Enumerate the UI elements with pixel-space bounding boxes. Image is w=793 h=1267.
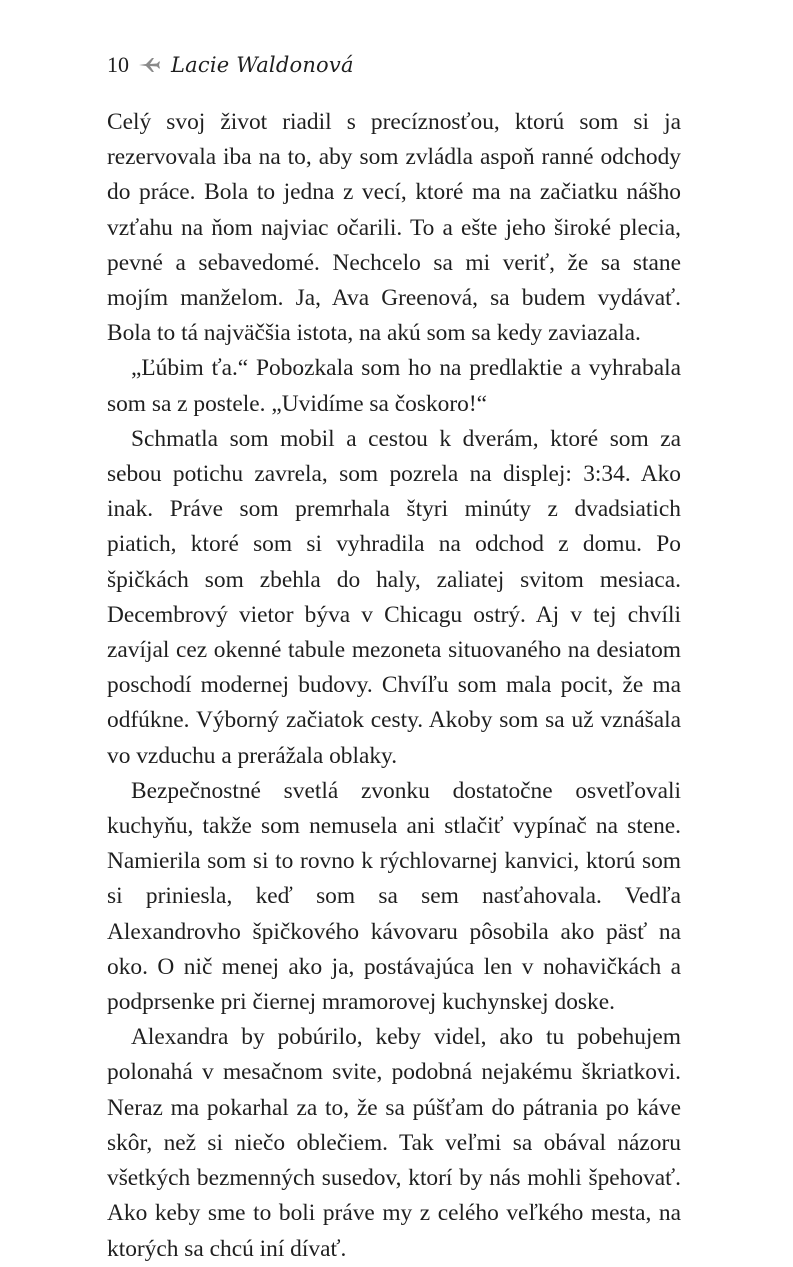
author-name: Lacie Waldonová: [171, 52, 354, 77]
page-number: 10: [107, 52, 129, 77]
running-head: [107, 50, 354, 80]
paragraph: Celý svoj život riadil s precíznosťou, ktorú som si ja rezervovala iba na to, aby som zvládla aspoň ranné odchody do práce. Bola to jedna z vecí, ktoré ma na začiatku nášho vzťahu na ňom najviac očarili. To a ešte jeho široké plecia, pevné a sebavedomé. Nechcelo sa mi veriť, že sa stane mojím manželom. Ja, Ava Greenová, sa budem vydávať. Bola to tá najväčšia istota, na akú som sa kedy zaviazala.: [107, 109, 681, 347]
paragraph: Bezpečnostné svetlá zvonku dostatočne osvetľovali kuchyňu, takže som nemusela ani stlačiť vypínač na stene. Namierila som si to rovno k rýchlovarnej kanvici, ktorú som si priniesla, keď som sa sem nasťahovala. Vedľa Alexandrovho špičkového kávovaru pôsobila ako päsť na oko. O nič menej ako ja, postávajúca len v nohavičkách a podprsenke pri čiernej mramorovej kuchynskej doske.: [107, 777, 681, 1016]
paragraph: „Ľúbim ťa.“ Pobozkala som ho na predlaktie a vyhrabala som sa z postele. „Uvidíme sa čoskoro!“: [107, 355, 681, 417]
paragraph: Alexandra by pobúrilo, keby videl, ako tu pobehujem polonahá v mesačnom svite, podobná nejakému škriatkovi. Neraz ma pokarhal za to, že sa púšťam do pátrania po káve skôr, než si niečo oblečiem. Tak veľmi sa obával názoru všetkých bezmenných susedov, ktorí by nás mohli špehovať. Ako keby sme to boli práve my z celého veľkého mesta, na ktorých sa chcú iní dívať.: [107, 1024, 681, 1262]
body-text: [107, 105, 681, 1267]
paragraph: Schmatla som mobil a cestou k dverám, ktoré som za sebou potichu zavrela, som pozrela na displej: 3:34. Ako inak. Práve som premrhala štyri minúty z dvadsiatich piatich, ktoré som si vyhradila na odchod z domu. Po špičkách som zbehla do haly, zaliatej svitom mesiaca. Decembrový vietor býva v Chicagu ostrý. Aj v tej chvíli zavíjal cez okenné tabule mezoneta situovaného na desiatom poschodí modernej budovy. Chvíľu som mala pocit, že ma odfúkne. Výborný začiatok cesty. Akoby som sa už vznášala vo vzduchu a prerážala oblaky.: [107, 425, 681, 769]
airplane-icon: [137, 55, 161, 75]
